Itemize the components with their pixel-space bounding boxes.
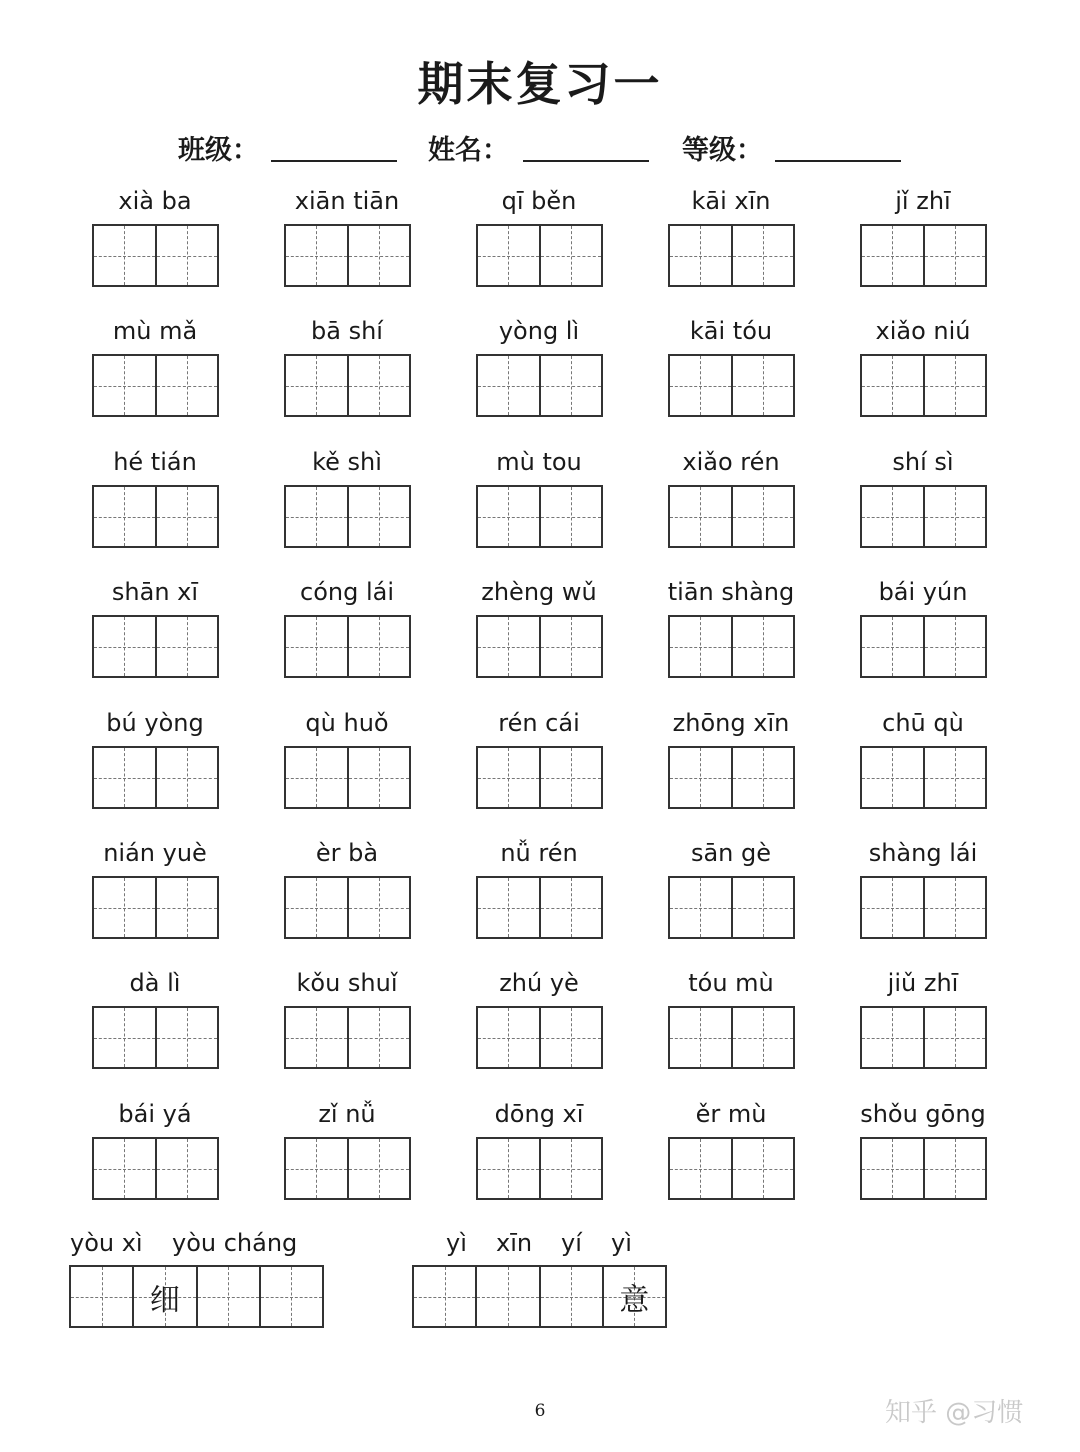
writing-cell[interactable] (539, 487, 602, 546)
cell-char (71, 1267, 132, 1326)
writing-box (92, 1137, 219, 1200)
writing-cell[interactable] (94, 748, 155, 807)
writing-box (668, 1137, 795, 1200)
writing-cell[interactable] (923, 487, 986, 546)
writing-cell[interactable] (347, 226, 410, 285)
writing-cell[interactable] (539, 226, 602, 285)
writing-cell[interactable] (347, 1008, 410, 1067)
writing-cell[interactable] (731, 878, 794, 937)
writing-cell[interactable] (196, 1267, 259, 1326)
writing-cell[interactable] (155, 1008, 218, 1067)
cell-char (198, 1267, 259, 1326)
writing-cell[interactable] (923, 617, 986, 676)
writing-box (92, 354, 219, 417)
writing-box (92, 876, 219, 939)
word-pinyin: kāi tóu (689, 317, 773, 345)
writing-box (860, 615, 987, 678)
writing-box (860, 224, 987, 287)
cell-char (477, 1267, 538, 1326)
writing-cell[interactable] (94, 226, 155, 285)
writing-cell[interactable] (731, 1008, 794, 1067)
writing-cell[interactable] (539, 748, 602, 807)
word-pinyin: bái yún (878, 578, 968, 606)
word-pinyin: sān gè (690, 839, 772, 867)
writing-box (92, 224, 219, 287)
cell-char (541, 1267, 602, 1326)
writing-cell[interactable] (670, 356, 731, 415)
writing-box (668, 224, 795, 287)
writing-cell[interactable] (670, 1139, 731, 1198)
writing-box (284, 615, 411, 678)
writing-cell[interactable] (414, 1267, 475, 1326)
writing-cell[interactable] (94, 1008, 155, 1067)
writing-cell[interactable] (862, 487, 923, 546)
writing-box (860, 1137, 987, 1200)
idiom-1-pinyin-1: yòu xì (70, 1229, 143, 1257)
word-pinyin: kě shì (312, 448, 382, 476)
writing-cell[interactable] (862, 1008, 923, 1067)
writing-cell[interactable] (478, 226, 539, 285)
writing-cell[interactable] (731, 226, 794, 285)
class-label: 班级： (178, 135, 259, 166)
writing-cell[interactable] (923, 748, 986, 807)
writing-cell[interactable] (286, 487, 347, 546)
writing-box (860, 354, 987, 417)
word-pinyin: èr bà (315, 839, 379, 867)
name-label: 姓名： (428, 135, 509, 166)
writing-box (860, 485, 987, 548)
writing-cell[interactable] (347, 356, 410, 415)
writing-cell[interactable] (94, 487, 155, 546)
writing-cell[interactable] (923, 356, 986, 415)
writing-box (284, 1137, 411, 1200)
writing-box (476, 615, 603, 678)
word-pinyin: qī běn (501, 187, 577, 215)
writing-cell[interactable] (862, 1139, 923, 1198)
idiom-2-pinyin-3: yí (561, 1229, 582, 1257)
writing-cell[interactable] (478, 356, 539, 415)
writing-cell[interactable] (132, 1267, 195, 1326)
cell-char (261, 1267, 322, 1326)
writing-cell[interactable] (670, 617, 731, 676)
writing-cell[interactable] (731, 748, 794, 807)
word-pinyin: bú yòng (106, 709, 204, 737)
idiom-2-writing-box (412, 1265, 667, 1328)
writing-cell[interactable] (94, 1139, 155, 1198)
writing-cell[interactable] (347, 878, 410, 937)
word-pinyin: nǚ rén (500, 839, 578, 867)
writing-box (668, 615, 795, 678)
writing-box (668, 746, 795, 809)
writing-cell[interactable] (539, 617, 602, 676)
writing-box (284, 876, 411, 939)
writing-box (860, 876, 987, 939)
word-pinyin: bái yá (118, 1100, 192, 1128)
cell-char: 意 (619, 1282, 650, 1318)
writing-box (860, 1006, 987, 1069)
writing-cell[interactable] (478, 878, 539, 937)
writing-cell[interactable] (286, 748, 347, 807)
writing-cell[interactable] (155, 748, 218, 807)
word-pinyin: chū qù (882, 709, 964, 737)
writing-cell[interactable] (539, 1139, 602, 1198)
word-pinyin: jǐ zhī (895, 187, 951, 215)
writing-cell[interactable] (94, 617, 155, 676)
idiom-1-pinyin-2: yòu cháng (172, 1229, 298, 1257)
writing-cell[interactable] (478, 1139, 539, 1198)
word-pinyin: xiān tiān (294, 187, 400, 215)
writing-cell[interactable] (731, 617, 794, 676)
word-pinyin: xiǎo niú (875, 317, 971, 345)
writing-box (284, 1006, 411, 1069)
writing-cell[interactable] (286, 226, 347, 285)
writing-cell[interactable] (923, 878, 986, 937)
writing-box (476, 485, 603, 548)
writing-cell[interactable] (862, 226, 923, 285)
word-pinyin: nián yuè (103, 839, 207, 867)
word-pinyin: kāi xīn (691, 187, 771, 215)
writing-box (92, 615, 219, 678)
writing-box (476, 746, 603, 809)
word-pinyin: dà lì (129, 969, 181, 997)
writing-box (284, 224, 411, 287)
writing-cell[interactable] (862, 748, 923, 807)
word-pinyin: shàng lái (868, 839, 978, 867)
writing-cell[interactable] (347, 748, 410, 807)
writing-cell[interactable] (347, 617, 410, 676)
word-pinyin: cóng lái (300, 578, 394, 606)
writing-cell[interactable] (155, 487, 218, 546)
writing-cell[interactable] (478, 748, 539, 807)
writing-cell[interactable] (670, 1008, 731, 1067)
page-number: 6 (534, 1401, 546, 1421)
word-pinyin: xià ba (118, 187, 192, 215)
word-pinyin: shān xī (111, 578, 199, 606)
writing-box (668, 485, 795, 548)
writing-cell[interactable] (475, 1267, 538, 1326)
word-pinyin: zǐ nǚ (318, 1100, 376, 1128)
word-pinyin: mù tou (496, 448, 582, 476)
grade-label: 等级： (682, 135, 763, 166)
watermark: 知乎 @习惯 (885, 1398, 1024, 1428)
writing-cell[interactable] (923, 226, 986, 285)
writing-cell[interactable] (478, 617, 539, 676)
writing-cell[interactable] (259, 1267, 322, 1326)
writing-cell[interactable] (286, 878, 347, 937)
writing-box (284, 485, 411, 548)
writing-box (476, 354, 603, 417)
writing-box (284, 746, 411, 809)
writing-cell[interactable] (731, 487, 794, 546)
writing-box (92, 746, 219, 809)
writing-box (476, 224, 603, 287)
writing-cell[interactable] (670, 226, 731, 285)
cell-char (414, 1267, 475, 1326)
word-pinyin: zhú yè (499, 969, 579, 997)
writing-cell[interactable] (670, 878, 731, 937)
word-pinyin: mù mǎ (112, 317, 198, 345)
writing-cell[interactable] (670, 487, 731, 546)
word-pinyin: tiān shàng (667, 578, 795, 606)
writing-cell[interactable] (155, 878, 218, 937)
writing-cell[interactable] (862, 617, 923, 676)
writing-cell[interactable] (670, 748, 731, 807)
word-pinyin: bā shí (311, 317, 383, 345)
writing-cell[interactable] (71, 1267, 132, 1326)
word-pinyin: jiǔ zhī (887, 969, 959, 997)
writing-cell[interactable] (923, 1008, 986, 1067)
idiom-2-pinyin-1: yì (446, 1229, 467, 1257)
writing-cell[interactable] (478, 487, 539, 546)
writing-box (476, 1137, 603, 1200)
writing-cell[interactable] (155, 356, 218, 415)
idiom-2-pinyin-2: xīn (496, 1229, 533, 1257)
writing-cell[interactable] (347, 487, 410, 546)
writing-cell[interactable] (155, 226, 218, 285)
word-pinyin: kǒu shuǐ (296, 969, 398, 997)
writing-cell[interactable] (862, 356, 923, 415)
writing-box (668, 876, 795, 939)
word-pinyin: zhèng wǔ (481, 578, 597, 606)
writing-cell[interactable] (539, 356, 602, 415)
word-pinyin: ěr mù (695, 1100, 767, 1128)
idiom-2-pinyin-4: yì (611, 1229, 632, 1257)
word-pinyin: yòng lì (498, 317, 580, 345)
page-title: 期末复习一 (417, 57, 663, 111)
writing-box (92, 485, 219, 548)
writing-box (476, 876, 603, 939)
word-pinyin: dōng xī (494, 1100, 584, 1128)
cell-char: 细 (149, 1282, 180, 1318)
writing-cell[interactable] (602, 1267, 665, 1326)
writing-cell[interactable] (286, 617, 347, 676)
word-pinyin: shí sì (892, 448, 954, 476)
writing-box (476, 1006, 603, 1069)
writing-cell[interactable] (286, 1139, 347, 1198)
writing-cell[interactable] (155, 617, 218, 676)
writing-cell[interactable] (478, 1008, 539, 1067)
idiom-1-writing-box (69, 1265, 324, 1328)
writing-cell[interactable] (286, 356, 347, 415)
writing-cell[interactable] (539, 1267, 602, 1326)
word-pinyin: hé tián (113, 448, 197, 476)
writing-box (668, 1006, 795, 1069)
word-pinyin: qù huǒ (305, 709, 389, 737)
word-pinyin: tóu mù (688, 969, 774, 997)
writing-cell[interactable] (94, 356, 155, 415)
writing-cell[interactable] (94, 878, 155, 937)
word-pinyin: shǒu gōng (860, 1100, 986, 1128)
writing-cell[interactable] (539, 1008, 602, 1067)
writing-cell[interactable] (347, 1139, 410, 1198)
writing-cell[interactable] (862, 878, 923, 937)
writing-cell[interactable] (731, 1139, 794, 1198)
word-pinyin: xiǎo rén (682, 448, 780, 476)
writing-box (284, 354, 411, 417)
writing-box (668, 354, 795, 417)
writing-cell[interactable] (731, 356, 794, 415)
writing-box (92, 1006, 219, 1069)
writing-cell[interactable] (155, 1139, 218, 1198)
writing-box (860, 746, 987, 809)
word-pinyin: rén cái (498, 709, 580, 737)
writing-cell[interactable] (539, 878, 602, 937)
writing-cell[interactable] (286, 1008, 347, 1067)
writing-cell[interactable] (923, 1139, 986, 1198)
word-pinyin: zhōng xīn (672, 709, 790, 737)
